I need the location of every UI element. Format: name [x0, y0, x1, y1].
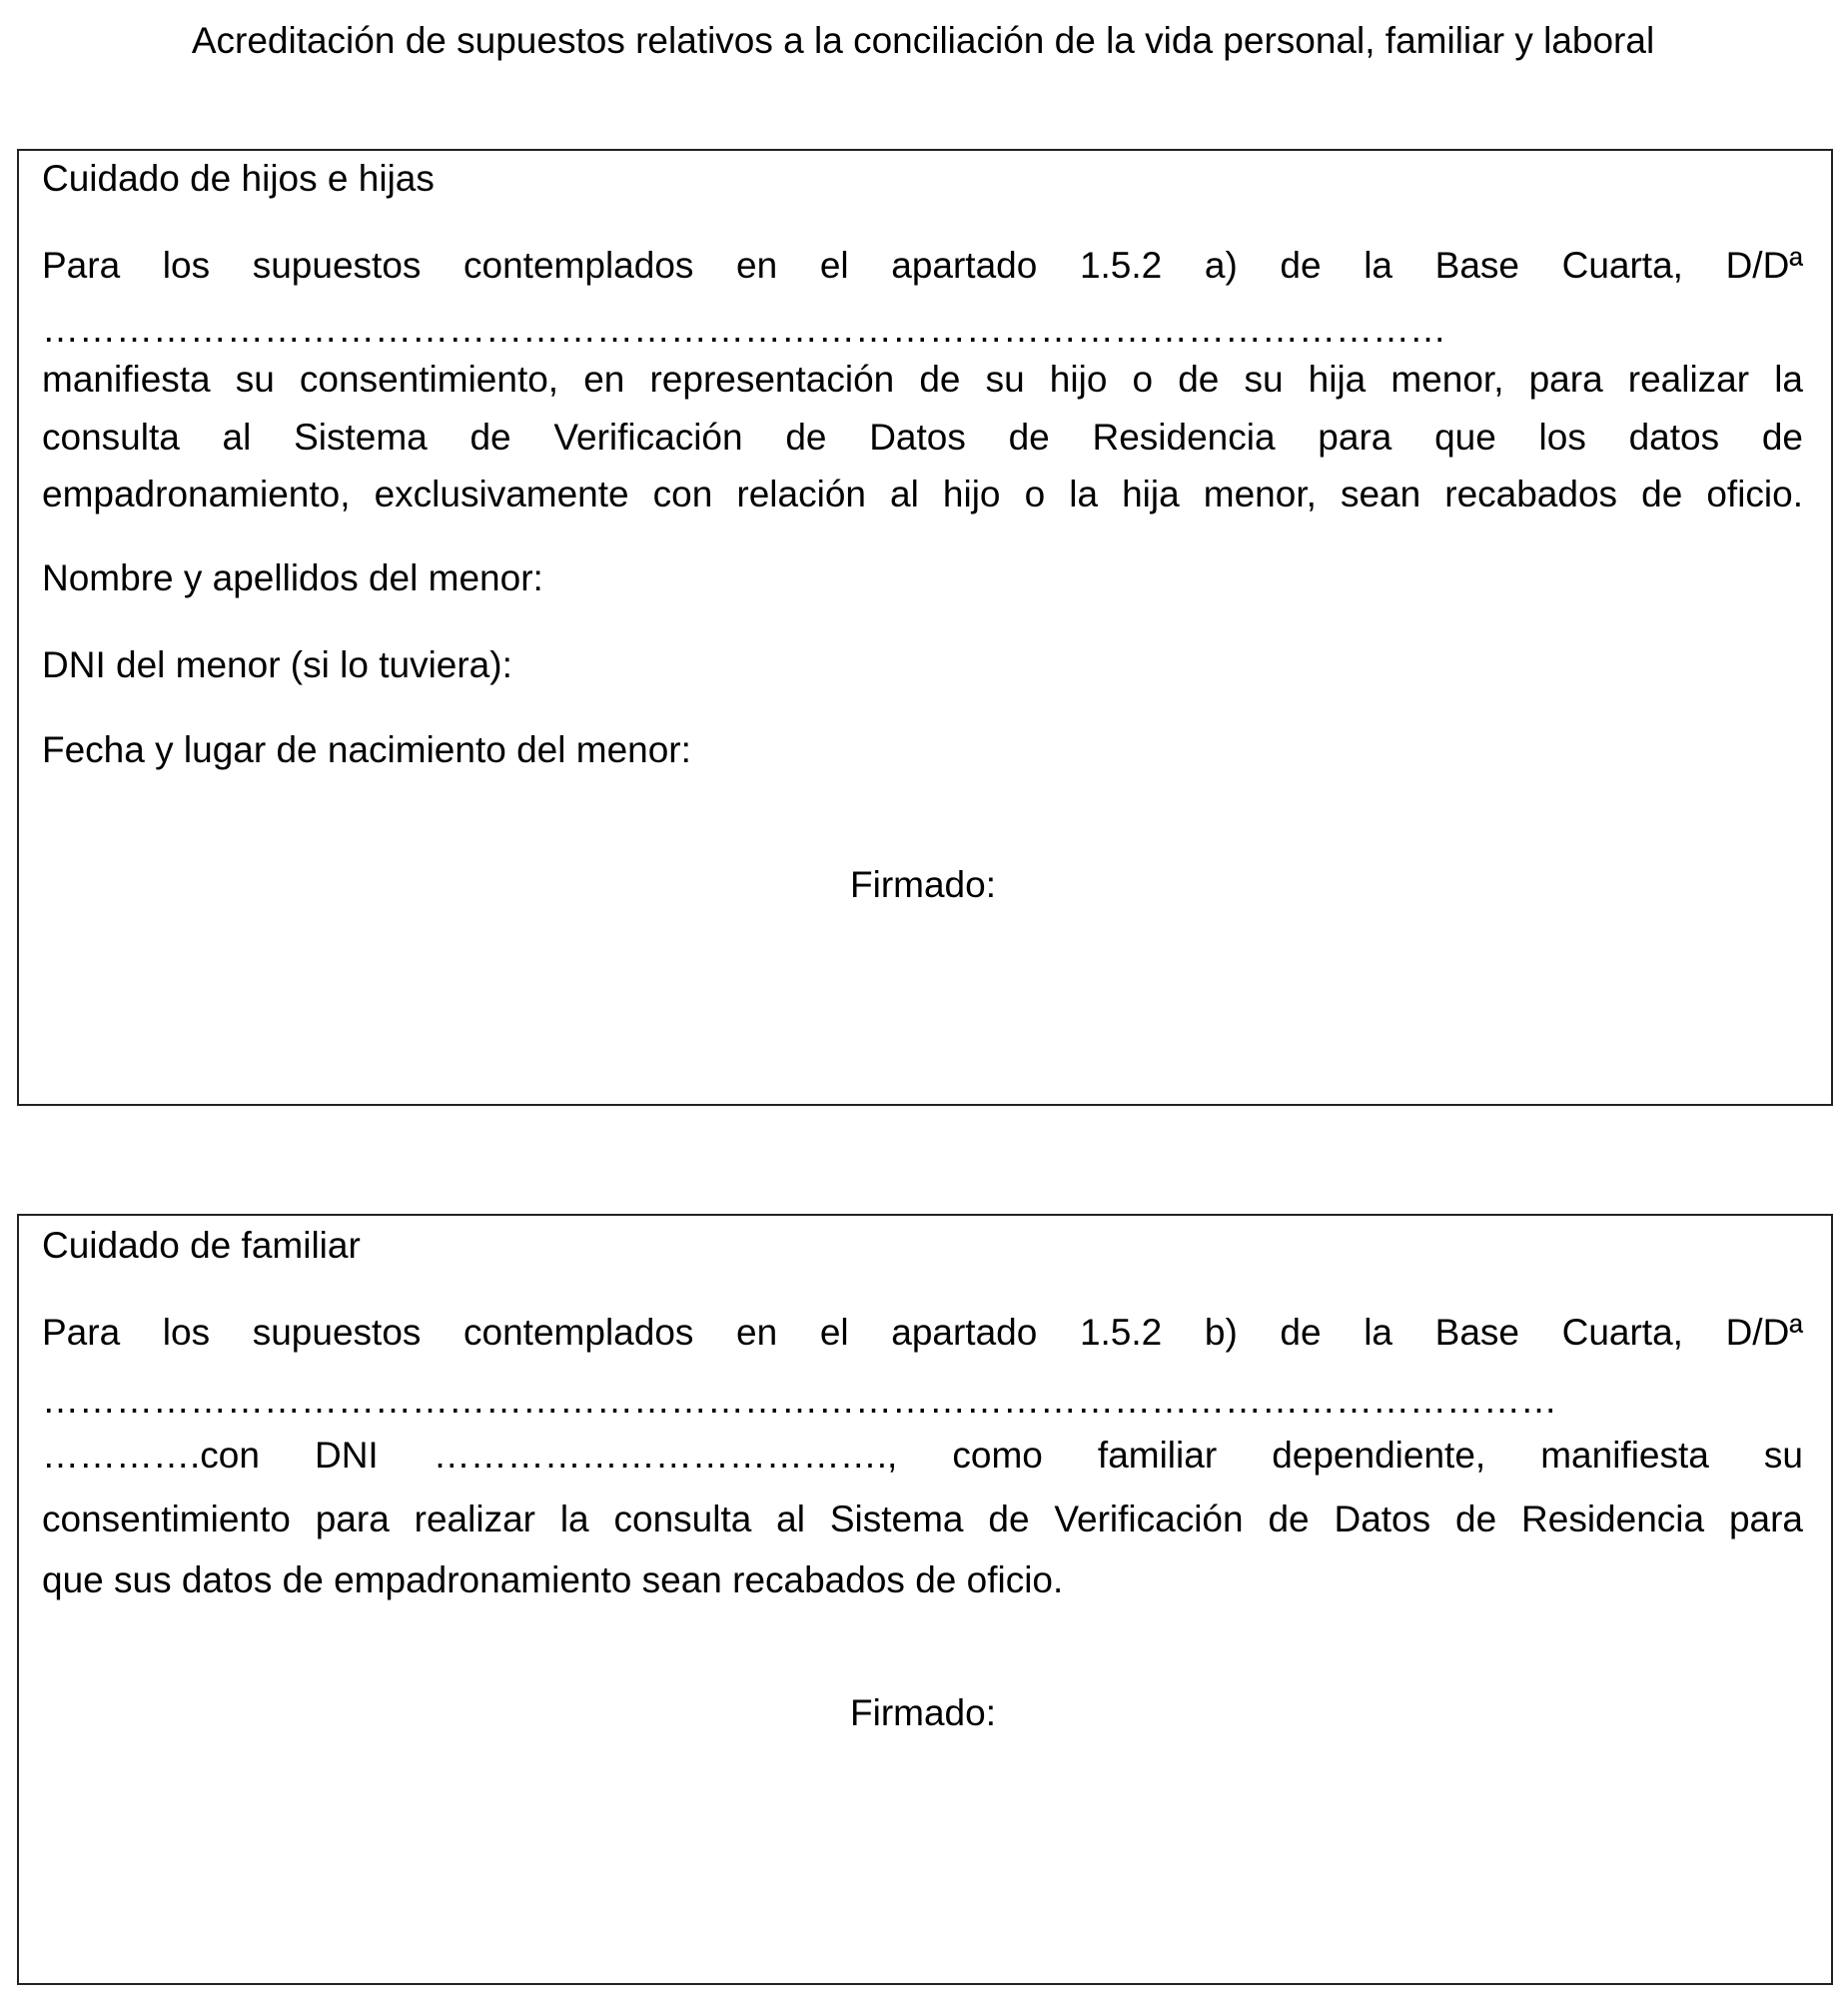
document-title: Acreditación de supuestos relativos a la conciliación de la vida personal, familiar y laboral: [191, 20, 1655, 61]
family-para-line: consentimiento para realizar la consulta al Sistema de Verificación de Datos de Residencia para: [42, 1499, 1803, 1539]
family-name-blank[interactable]: ……………………………………………………………………………………………………………: [42, 1380, 1557, 1421]
minor-birth-label: Fecha y lugar de nacimiento del menor:: [42, 729, 691, 770]
minor-dni-label: DNI del menor (si lo tuviera):: [42, 644, 512, 685]
children-name-blank[interactable]: ……………………………………………………………………………………………………: [42, 309, 1446, 350]
family-para-line: Para los supuestos contemplados en el apartado 1.5.2 b) de la Base Cuarta, D/Dª: [42, 1312, 1803, 1353]
children-signed-label: Firmado:: [850, 864, 996, 905]
children-para-line: manifiesta su consentimiento, en representación de su hijo o de su hija menor, para realizar la: [42, 359, 1803, 400]
family-para-line: ………….con DNI ………………………………., como familiar dependiente, manifiesta su: [42, 1435, 1803, 1476]
family-para-line: que sus datos de empadronamiento sean recabados de oficio.: [42, 1559, 1064, 1600]
children-care-box: [17, 149, 1833, 1106]
family-care-heading: Cuidado de familiar: [42, 1225, 361, 1266]
children-para-line: consulta al Sistema de Verificación de Datos de Residencia para que los datos de: [42, 417, 1803, 458]
family-signed-label: Firmado:: [850, 1692, 996, 1733]
minor-name-label: Nombre y apellidos del menor:: [42, 557, 543, 598]
children-care-heading: Cuidado de hijos e hijas: [42, 158, 435, 199]
children-para-line: Para los supuestos contemplados en el apartado 1.5.2 a) de la Base Cuarta, D/Dª: [42, 245, 1803, 286]
children-para-line: empadronamiento, exclusivamente con relación al hijo o la hija menor, sean recabados de oficio.: [42, 474, 1803, 514]
